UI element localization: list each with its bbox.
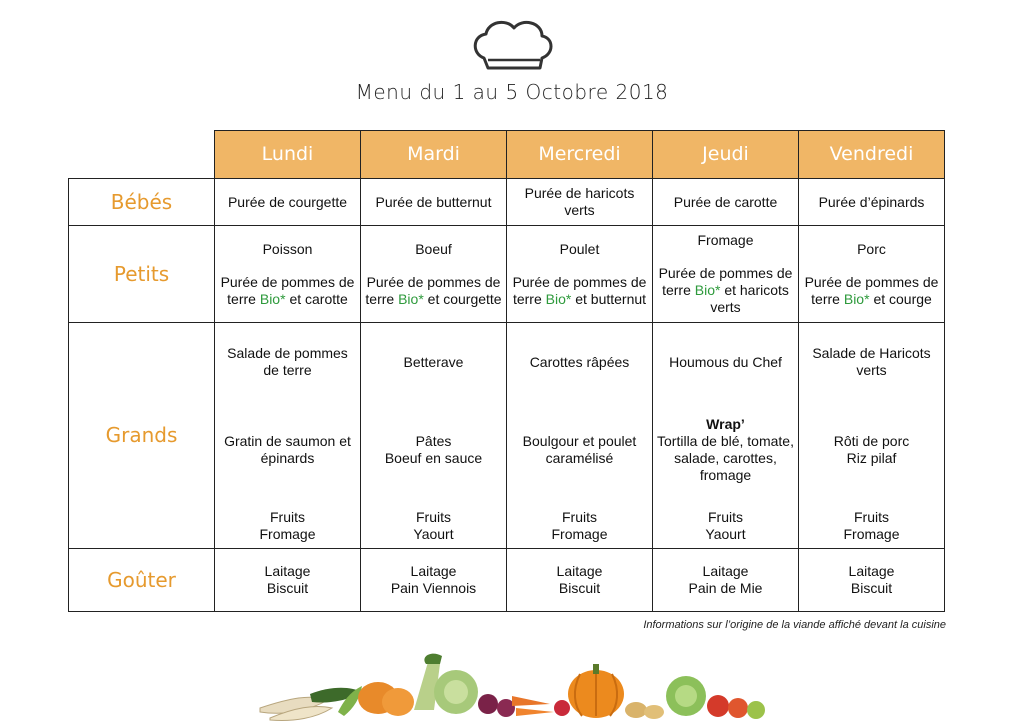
- meal-main: Poisson: [262, 240, 313, 257]
- row-label-petits: Petits: [69, 226, 215, 323]
- meal-line: Biscuit: [558, 580, 601, 596]
- meal-side: Purée de pommes de terre: [658, 265, 793, 298]
- meal-main: Boeuf: [415, 240, 452, 257]
- meal-cell: [507, 549, 653, 612]
- meal-cell: [653, 226, 799, 323]
- meal-side: et courgette: [427, 290, 502, 307]
- meal-line: Laitage: [556, 563, 603, 579]
- meal-line: Pain de Mie: [688, 580, 763, 596]
- meal-cell: [799, 549, 945, 612]
- menu-table: [68, 130, 945, 612]
- meal-cell: [507, 226, 653, 323]
- meal-plat: Gratin de saumon et épinards: [224, 433, 351, 466]
- meal-plat: Tortilla de blé, tomate, salade, carottes, fromage: [657, 433, 794, 483]
- meal-entree: Betterave: [403, 354, 464, 370]
- row-gouter: [69, 549, 945, 612]
- meal-cell: Purée d’épinards: [799, 179, 945, 226]
- meal-side: et haricots verts: [710, 282, 789, 315]
- meal-cell: [799, 226, 945, 323]
- meal-cell: [215, 549, 361, 612]
- table-corner: [69, 131, 215, 179]
- meal-cell: Purée de courgette: [215, 179, 361, 226]
- meal-main: Porc: [857, 240, 886, 257]
- meal-entree: Houmous du Chef: [669, 354, 782, 370]
- meal-plat-title: Wrap’: [706, 416, 745, 432]
- meal-plat: Rôti de porc Riz pilaf: [833, 433, 910, 466]
- meal-side: et courge: [873, 290, 932, 307]
- meal-dessert: Yaourt: [705, 526, 746, 542]
- chef-hat-icon: [470, 14, 556, 74]
- meal-dessert: Fruits: [708, 509, 743, 525]
- meal-line: Biscuit: [266, 580, 309, 596]
- meal-side: Purée de pommes de terre: [365, 273, 501, 307]
- day-header: Mercredi: [507, 131, 653, 179]
- meal-line: Laitage: [264, 563, 311, 579]
- meal-entree: Carottes râpées: [529, 354, 630, 370]
- footnote: Informations sur l’origine de la viande affiché devant la cuisine: [643, 619, 946, 631]
- meal-line: Pain Viennois: [390, 580, 477, 596]
- meal-cell: [215, 323, 361, 549]
- meal-dessert: Fruits: [416, 509, 451, 525]
- meal-side: Purée de pommes de terre: [220, 273, 355, 307]
- meal-line: Laitage: [702, 563, 749, 579]
- bio-label: Bio*: [694, 282, 721, 298]
- meal-line: Biscuit: [850, 580, 893, 596]
- day-header: Lundi: [215, 131, 361, 179]
- day-header: Mardi: [361, 131, 507, 179]
- meal-dessert: Fruits: [854, 509, 889, 525]
- meal-dessert: Fromage: [843, 526, 900, 542]
- day-header: Jeudi: [653, 131, 799, 179]
- meal-entree: Salade de pommes de terre: [227, 345, 348, 378]
- meal-cell: [361, 549, 507, 612]
- meal-cell: [507, 323, 653, 549]
- meal-cell: [215, 226, 361, 323]
- meal-line: Laitage: [848, 563, 895, 579]
- meal-side: et carotte: [289, 290, 348, 307]
- meal-cell: [799, 323, 945, 549]
- row-petits: [69, 226, 945, 323]
- row-label-gouter: Goûter: [69, 549, 215, 612]
- meal-cell: [653, 323, 799, 549]
- bio-label: Bio*: [398, 290, 424, 307]
- bio-label: Bio*: [259, 290, 286, 307]
- meal-cell: Purée de haricots verts: [507, 179, 653, 226]
- meal-side: et butternut: [575, 290, 647, 307]
- meal-main: Poulet: [559, 240, 600, 257]
- row-grands: [69, 323, 945, 549]
- row-label-bebes: Bébés: [69, 179, 215, 226]
- meal-dessert: Fromage: [551, 526, 608, 542]
- meal-cell: Purée de butternut: [361, 179, 507, 226]
- row-bebes: [69, 179, 945, 226]
- meal-cell: [361, 323, 507, 549]
- meal-dessert: Fromage: [259, 526, 316, 542]
- day-header: Vendredi: [799, 131, 945, 179]
- meal-entree: Salade de Haricots verts: [812, 345, 931, 378]
- meal-cell: Purée de carotte: [653, 179, 799, 226]
- meal-dessert: Fruits: [562, 509, 597, 525]
- meal-plat: Pâtes Boeuf en sauce: [384, 433, 483, 466]
- bio-label: Bio*: [843, 290, 870, 307]
- row-label-grands: Grands: [69, 323, 215, 549]
- vegetables-banner: [250, 650, 770, 723]
- meal-dessert: Fruits: [270, 509, 305, 525]
- meal-line: Laitage: [410, 563, 457, 579]
- meal-plat: Boulgour et poulet caramélisé: [522, 433, 637, 466]
- meal-cell: [361, 226, 507, 323]
- meal-main: Fromage: [697, 232, 754, 248]
- meal-cell: [653, 549, 799, 612]
- meal-dessert: Yaourt: [413, 526, 454, 542]
- bio-label: Bio*: [545, 290, 572, 307]
- meal-side: Purée de pommes de terre: [512, 273, 647, 307]
- meal-side: Purée de pommes de terre: [804, 273, 939, 307]
- menu-title: Menu du 1 au 5 Octobre 2018: [355, 80, 669, 104]
